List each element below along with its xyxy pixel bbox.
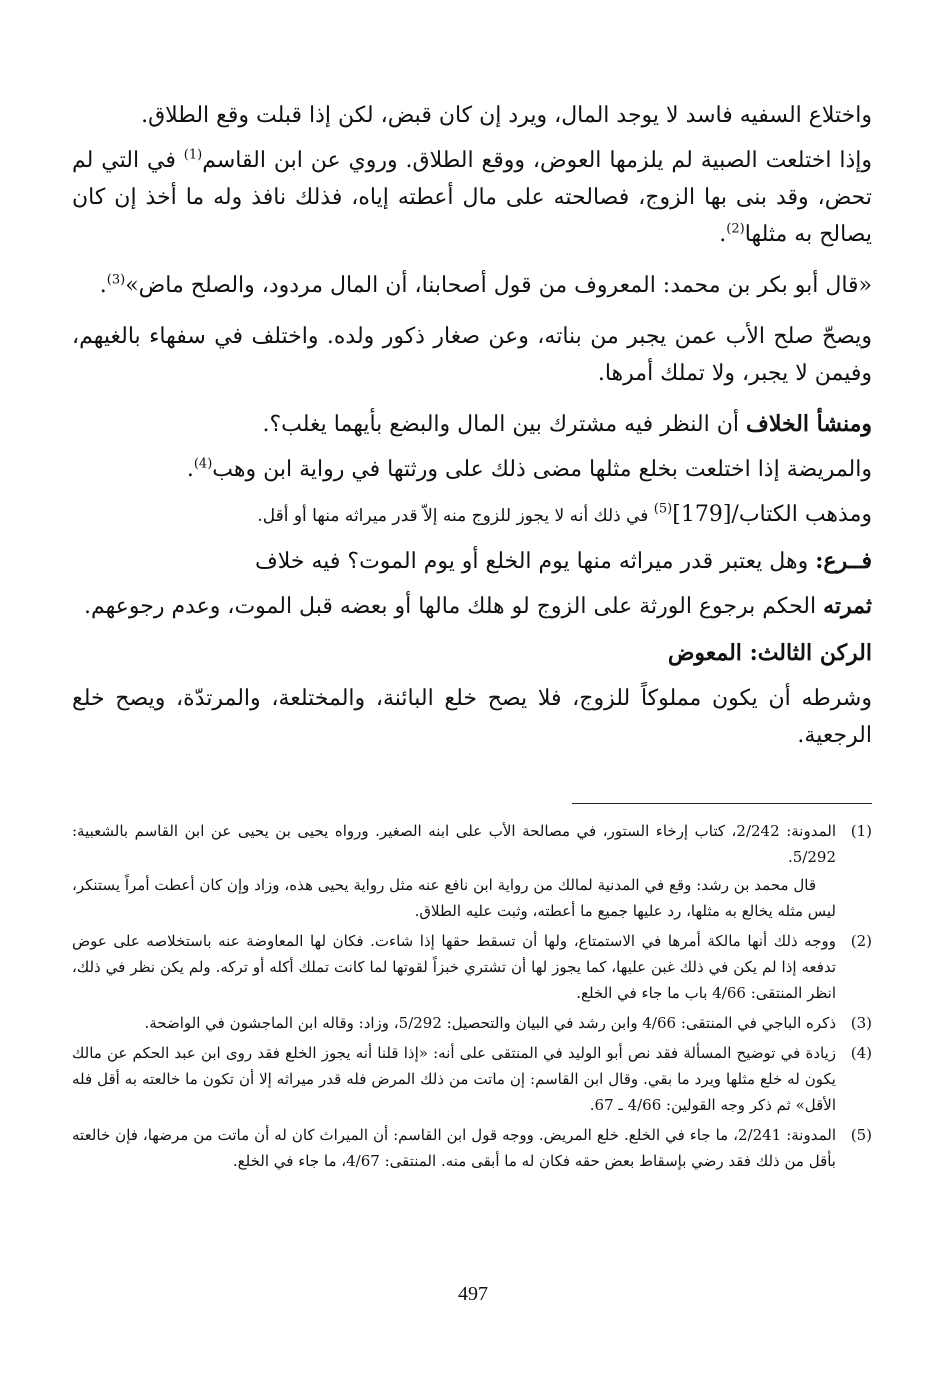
khilaf-origin-label: ومنشأ الخلاف (746, 411, 872, 437)
paragraph-3-end: . (99, 273, 107, 298)
paragraph-2-text-b: في التي لم تحض، وقد بنى بها الزوج، فصالحته على مال أعطته إياه، فذلك نافذ وله ما أخذ إن كان يصالح به مثلها (72, 148, 872, 247)
footnote-body (72, 1122, 836, 1174)
paragraph-6-text: والمريضة إذا اختلعت بخلع مثلها مضى ذلك على ورثتها في رواية ابن وهب (212, 457, 872, 482)
footnote-2 (72, 928, 872, 1006)
far-label: فــرع: (815, 548, 872, 574)
paragraph-9-text: الحكم برجوع الورثة على الزوج لو هلك مالها أو بعضه قبل الموت، وعدم رجوعهم. (83, 594, 824, 619)
section-heading: الركن الثالث: المعوض (667, 640, 872, 666)
footnote-text: ووجه ذلك أنها مالكة أمرها في الاستمتاع، ولها أن تسقط حقها إذا شاءت. فكان لها المعاوضة عنه باستخلاصه على عوض تدفعه إذا لم يكن في ذلك غبن عليها، كما يجوز لها أن تشتري خبزاً لقوتها لما كانت تملك أكله أو تركه. ولم يكن نظر في ذلك، انظر المنتقى: 4/66 باب ما جاء في الخلع. (72, 932, 836, 1002)
footnote-ref-2: (2) (726, 221, 745, 237)
footnotes (72, 818, 872, 1178)
paragraph-4: ويصحّ صلح الأب عمن يجبر من بناته، وعن صغار ذكور ولده. واختلف في سفهاء بالغيهم، وفيمن لا يجبر، ولا تملك أمرها. (72, 324, 872, 386)
footnote-extra: قال محمد بن رشد: وقع في المدنية لمالك من رواية ابن نافع عنه مثل رواية يحيى هذه، وزاد وإن كان أعطت أمراً يستنكر، ليس مثله يخالع به مثلها، رد عليها جميع ما أعطته، وثبت عليه الطلاق. (72, 876, 836, 920)
footnote-3 (72, 1010, 872, 1036)
footnote-ref-4: (4) (193, 456, 213, 472)
paragraph-8 (72, 543, 872, 580)
main-text (72, 97, 872, 762)
page-number: 497 (458, 1283, 488, 1305)
paragraph-3 (72, 267, 872, 304)
paragraph-1: واختلاع السفيه فاسد لا يوجد المال، ويرد إن كان قبض، لكن إذا قبلت وقع الطلاق. (141, 103, 872, 128)
footnote-ref-1: (1) (183, 147, 203, 163)
footnote-separator (572, 803, 872, 804)
paragraph-5-text: أن النظر فيه مشترك بين المال والبضع بأيهما يغلب؟. (262, 412, 747, 437)
footnote-text: زيادة في توضيح المسألة فقد نص أبو الوليد في المنتقى على أنه: «إذا قلنا أنه يجوز الخلع فقد روى ابن عبد الحكم عن مالك يكون له خلع مثلها ويرد ما بقي. وقال ابن القاسم: إن ماتت من ذلك المرض فله قدر ميراثه إلا أن تكون ما خالعته به أقل فله الأقل» ثم ذكر وجه القولين: 4/66 ـ 67. (72, 1044, 836, 1114)
footnote-body (72, 818, 836, 924)
paragraph-2-end: . (719, 222, 727, 247)
paragraph-9 (72, 588, 872, 625)
paragraph-2-text-a: وإذا اختلعت الصبية لم يلزمها العوض، ووقع الطلاق. وروي عن ابن القاسم (202, 148, 872, 173)
paragraph-7-text-b: في ذلك أنه لا يجوز للزوج منه إلاّ قدر ميراثه منها أو أقل. (257, 506, 654, 526)
footnote-text: المدونة: 2/241، ما جاء في الخلع. خلع المريض. ووجه قول ابن القاسم: أن الميراث كان له أن ماتت من مرضها، فإن خالعته بأقل من ذلك فقد رضي بإسقاط بعض حقه فكان له ما أبقى منه. المنتقى: 4/67، ما جاء في الخلع. (72, 1126, 836, 1170)
paragraph-10: وشرطه أن يكون مملوكاً للزوج، فلا يصح خلع البائنة، والمختلعة، والمرتدّة، ويصح خلع الرجعية. (72, 686, 872, 748)
footnote-number: (2) (850, 932, 872, 950)
footnote-1 (72, 818, 872, 924)
footnote-text: ذكره الباجي في المنتقى: 4/66 وابن رشد في البيان والتحصيل: 5/292، وزاد: وقاله ابن الماجشون في الواضحة. (144, 1014, 836, 1032)
footnote-ref-3: (3) (106, 272, 126, 288)
paragraph-7-text-a: ومذهب الكتاب/[179] (672, 502, 872, 527)
paragraph-6-end: . (186, 457, 194, 482)
footnote-number: (4) (850, 1044, 872, 1062)
footnote-4 (72, 1040, 872, 1118)
paragraph-6 (72, 451, 872, 488)
footnote-body (72, 1040, 836, 1118)
footnote-body (72, 928, 836, 1006)
paragraph-7 (72, 496, 872, 535)
footnote-number: (3) (850, 1014, 872, 1032)
footnote-text: المدونة: 2/242، كتاب إرخاء الستور، في مصالحة الأب على ابنه الصغير. ورواه يحيى بن يحيى عن ابن القاسم بالشعبية: 5/292. (72, 822, 836, 866)
paragraph-8-text: وهل يعتبر قدر ميراثه منها يوم الخلع أو يوم الموت؟ فيه خلاف (254, 549, 816, 574)
footnote-number: (1) (850, 822, 872, 840)
paragraph-2 (72, 142, 872, 253)
footnote-ref-5: (5) (653, 501, 673, 517)
paragraph-5 (72, 406, 872, 443)
paragraph-3-quote: «قال أبو بكر بن محمد: المعروف من قول أصحابنا، أن المال مردود، والصلح ماض» (125, 273, 872, 298)
thamara-label: ثمرته (823, 593, 872, 619)
footnote-body (72, 1010, 836, 1036)
footnote-number: (5) (850, 1126, 872, 1144)
footnote-5 (72, 1122, 872, 1174)
